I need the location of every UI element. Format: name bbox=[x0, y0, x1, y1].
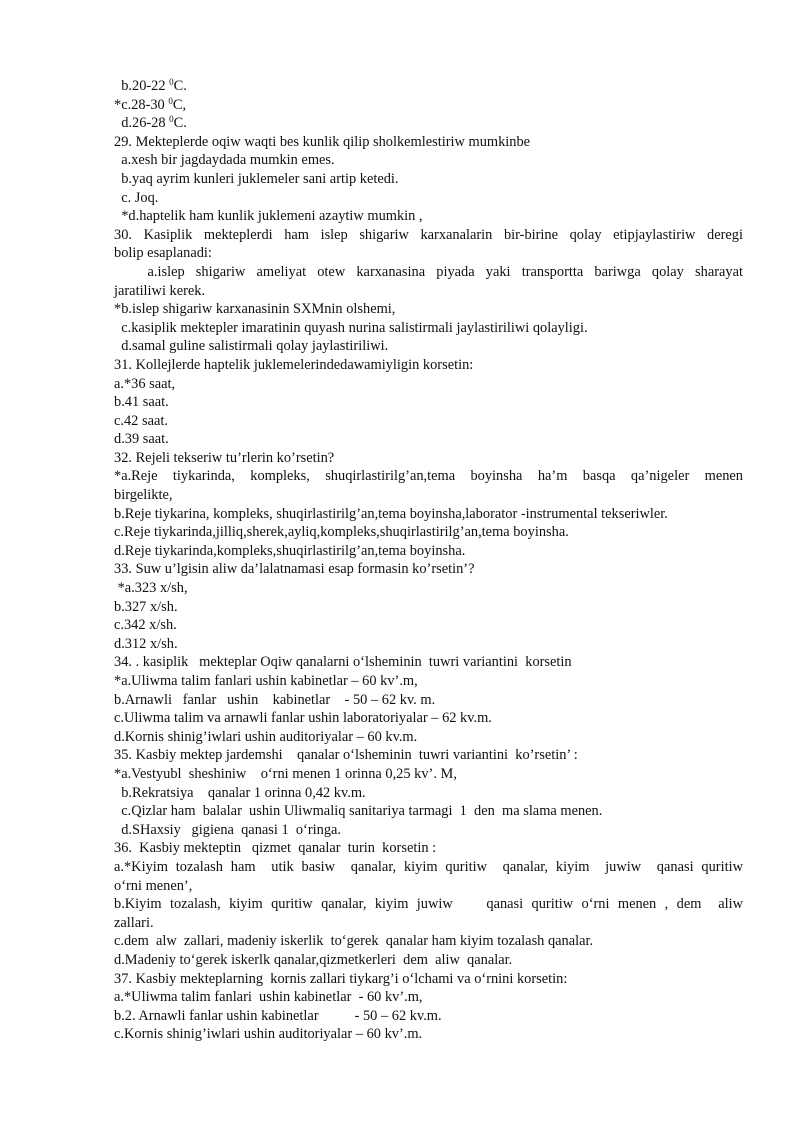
text-line bbox=[114, 746, 743, 765]
text-line bbox=[114, 505, 743, 524]
text-line bbox=[114, 653, 743, 672]
text-line bbox=[114, 914, 743, 933]
text-line bbox=[114, 728, 743, 747]
line-text: c.dem alw zallari, madeniy iskerlik to‘gerek qanalar ham kiyim tozalash qanalar. bbox=[114, 933, 594, 950]
line-text: b.41 saat. bbox=[114, 394, 169, 411]
line-text: d.26-28 bbox=[114, 115, 170, 132]
line-text: b.20-22 bbox=[114, 78, 170, 94]
text-line bbox=[114, 542, 743, 561]
line-text: c. Joq. bbox=[114, 189, 159, 206]
unit-text: C. bbox=[173, 78, 187, 94]
text-line bbox=[114, 560, 743, 579]
text-line bbox=[114, 375, 743, 394]
document-body bbox=[114, 77, 743, 1044]
line-text: b.yaq ayrim kunleri juklemeler sani artip ketedi. bbox=[114, 170, 399, 187]
text-line bbox=[114, 895, 743, 914]
line-text: o‘rni menen’, bbox=[114, 877, 193, 894]
text-line bbox=[114, 691, 743, 710]
text-line bbox=[114, 877, 743, 896]
degree-superscript: 0 bbox=[169, 114, 174, 125]
line-text: 36. Kasbiy mekteptin qizmet qanalar turin korsetin : bbox=[114, 840, 437, 857]
line-text: *b.islep shigariw karxanasinin SXMnin olshemi, bbox=[114, 301, 396, 318]
text-line bbox=[114, 151, 743, 170]
text-line bbox=[114, 672, 743, 691]
line-text: a.*Kiyim tozalash ham utik basiw qanalar, kiyim quritiw qanalar, kiyim juwiw qanasi quritiw bbox=[114, 858, 743, 875]
text-line bbox=[114, 207, 743, 226]
text-line bbox=[114, 467, 743, 486]
text-line bbox=[114, 784, 743, 803]
line-text: *a.Vestyubl sheshiniw o‘rni menen 1 orinna 0,25 kv’. M, bbox=[114, 765, 457, 782]
line-text: a.*36 saat, bbox=[114, 375, 176, 392]
text-line bbox=[114, 226, 743, 245]
line-text: 34. . kasiplik mekteplar Oqiw qanalarni o‘lsheminin tuwri variantini korsetin bbox=[114, 654, 572, 671]
text-line bbox=[114, 114, 743, 133]
line-text: c.Reje tiykarinda,jilliq,sherek,ayliq,kompleks,shuqirlastirilg’an,tema boyinsha. bbox=[114, 524, 569, 541]
line-text: b.327 x/sh. bbox=[114, 598, 178, 615]
line-text: 35. Kasbiy mektep jardemshi qanalar o‘lsheminin tuwri variantini ko’rsetin’ : bbox=[114, 747, 578, 764]
text-line bbox=[114, 765, 743, 784]
text-line bbox=[114, 802, 743, 821]
text-line bbox=[114, 1025, 743, 1044]
line-text: 37. Kasbiy mekteplarning kornis zallari tiykarg’i o‘lchami va o‘rnini korsetin: bbox=[114, 970, 568, 987]
text-line bbox=[114, 96, 743, 115]
line-text: a.xesh bir jagdaydada mumkin emes. bbox=[114, 152, 335, 169]
line-text: birgelikte, bbox=[114, 487, 173, 504]
line-text: a.islep shigariw ameliyat otew karxanasina piyada yaki transportta bariwga qolay sharayat bbox=[114, 263, 743, 280]
line-text: c.Uliwma talim va arnawli fanlar ushin laboratoriyalar – 62 kv.m. bbox=[114, 710, 492, 727]
line-text: b.Kiyim tozalash, kiyim quritiw qanalar, kiyim juwiw qanasi quritiw o‘rni menen , dem aliw bbox=[114, 896, 743, 913]
text-line bbox=[114, 319, 743, 338]
text-line bbox=[114, 337, 743, 356]
text-line bbox=[114, 839, 743, 858]
text-line bbox=[114, 412, 743, 431]
line-text: d.Reje tiykarinda,kompleks,shuqirlastirilg’an,tema boyinsha. bbox=[114, 542, 466, 559]
text-line bbox=[114, 1007, 743, 1026]
line-text: c.Kornis shinig’iwlari ushin auditoriyalar – 60 kv’.m. bbox=[114, 1026, 423, 1043]
text-line bbox=[114, 77, 743, 96]
text-line bbox=[114, 282, 743, 301]
line-text: d.samal guline salistirmali qolay jaylastiriliwi. bbox=[114, 338, 389, 355]
line-text: 29. Mekteplerde oqiw waqti bes kunlik qilip sholkemlestiriw mumkinbe bbox=[114, 133, 531, 150]
line-text: d.Madeniy to‘gerek iskerlk qanalar,qizmetkerleri dem aliw qanalar. bbox=[114, 951, 513, 968]
line-text: c.42 saat. bbox=[114, 412, 168, 429]
unit-text: C. bbox=[173, 115, 187, 132]
text-line bbox=[114, 951, 743, 970]
line-text: zallari. bbox=[114, 914, 154, 931]
line-text: 31. Kollejlerde haptelik juklemelerindedawamiyligin korsetin: bbox=[114, 356, 474, 373]
text-line bbox=[114, 635, 743, 654]
line-text: 30. Kasiplik mekteplerdi ham islep shigariw karxanalarin bir-birine qolay etipjaylastiriw deregi bbox=[114, 226, 743, 243]
text-line bbox=[114, 356, 743, 375]
text-line bbox=[114, 579, 743, 598]
text-line bbox=[114, 244, 743, 263]
text-line bbox=[114, 486, 743, 505]
text-line bbox=[114, 393, 743, 412]
text-line bbox=[114, 970, 743, 989]
line-text: d.SHaxsiy gigiena qanasi 1 o‘ringa. bbox=[114, 821, 342, 838]
text-line bbox=[114, 189, 743, 208]
degree-superscript: 0 bbox=[169, 77, 174, 87]
line-text: d.39 saat. bbox=[114, 431, 169, 448]
text-line bbox=[114, 988, 743, 1007]
line-text: jaratiliwi kerek. bbox=[114, 282, 206, 299]
line-text: c.Qizlar ham balalar ushin Uliwmaliq sanitariya tarmagi 1 den ma slama menen. bbox=[114, 803, 603, 820]
line-text: d.312 x/sh. bbox=[114, 635, 178, 652]
text-line bbox=[114, 523, 743, 542]
line-text: c.kasiplik mektepler imaratinin quyash nurina salistirmali jaylastiriliwi qolayligi. bbox=[114, 319, 588, 336]
text-line bbox=[114, 598, 743, 617]
text-line bbox=[114, 821, 743, 840]
line-text: b.2. Arnawli fanlar ushin kabinetlar - 50 – 62 kv.m. bbox=[114, 1007, 442, 1024]
line-text: bolip esaplanadi: bbox=[114, 245, 212, 262]
line-text: a.*Uliwma talim fanlari ushin kabinetlar - 60 kv’.m, bbox=[114, 989, 423, 1006]
text-line bbox=[114, 430, 743, 449]
unit-text: C, bbox=[172, 96, 187, 113]
line-text: *a.323 x/sh, bbox=[114, 580, 188, 597]
text-line bbox=[114, 932, 743, 951]
text-line bbox=[114, 300, 743, 319]
text-line bbox=[114, 709, 743, 728]
line-text: d.Kornis shinig’iwlari ushin auditoriyalar – 60 kv.m. bbox=[114, 728, 418, 745]
line-text: 32. Rejeli tekseriw tu’rlerin ko’rsetin? bbox=[114, 449, 335, 466]
text-line bbox=[114, 263, 743, 282]
text-line bbox=[114, 858, 743, 877]
degree-superscript: 0 bbox=[168, 95, 173, 106]
line-text: c.342 x/sh. bbox=[114, 617, 177, 634]
text-line bbox=[114, 449, 743, 468]
line-text: b.Arnawli fanlar ushin kabinetlar - 50 – 62 kv. m. bbox=[114, 691, 436, 708]
line-text: b.Rekratsiya qanalar 1 orinna 0,42 kv.m. bbox=[114, 784, 366, 801]
line-text: *a.Uliwma talim fanlari ushin kabinetlar – 60 kv’.m, bbox=[114, 673, 418, 689]
text-line bbox=[114, 170, 743, 189]
line-text: *d.haptelik ham kunlik juklemeni azaytiw mumkin , bbox=[114, 208, 423, 225]
text-line bbox=[114, 616, 743, 635]
text-line bbox=[114, 133, 743, 152]
line-text: *c.28-30 bbox=[114, 96, 169, 113]
line-text: *a.Reje tiykarinda, kompleks, shuqirlastirilg’an,tema boyinsha ha’m basqa qa’nigeler menen bbox=[114, 468, 743, 485]
line-text: b.Reje tiykarina, kompleks, shuqirlastirilg’an,tema boyinsha,laborator -instrumental tekseriwler. bbox=[114, 505, 668, 522]
line-text: 33. Suw u’lgisin aliw da’lalatnamasi esap formasin ko’rsetin’? bbox=[114, 561, 475, 578]
